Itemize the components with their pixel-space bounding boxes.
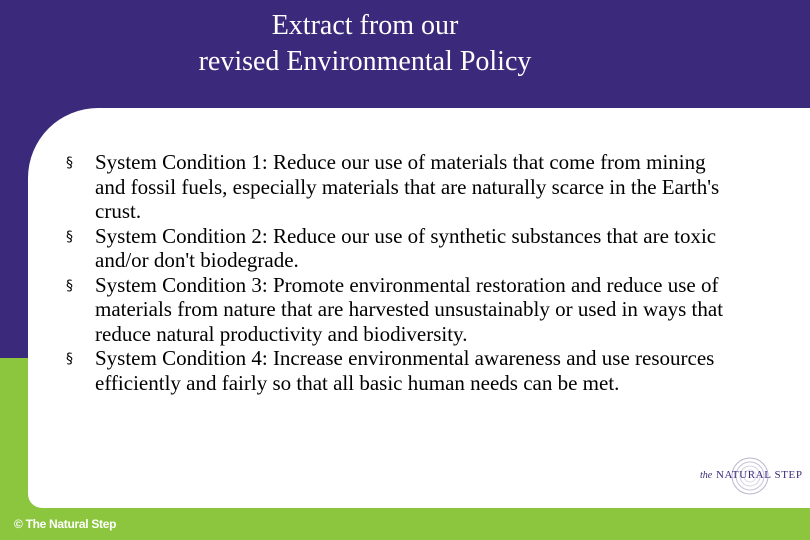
system-conditions-list [66, 150, 736, 395]
title-line-2: revised Environmental Policy [198, 46, 532, 77]
condition-text: Reduce our use of synthetic substances that are toxic and/or don't biodegrade. [95, 223, 717, 272]
list-item [66, 224, 736, 273]
list-item [66, 273, 736, 347]
bullet-icon: § [66, 228, 73, 245]
bullet-icon: § [66, 155, 73, 171]
condition-lead: System Condition 3: [95, 272, 268, 297]
title-line-1: Extract from our [271, 10, 459, 41]
copyright-notice: © The Natural Step [14, 517, 117, 531]
slide-title [0, 8, 730, 80]
logo-name: NATURAL STEP [716, 469, 803, 481]
bullet-icon: § [66, 277, 73, 294]
condition-lead: System Condition 2: [95, 223, 268, 248]
list-item [66, 150, 736, 224]
natural-step-logo [692, 456, 808, 498]
list-item [66, 346, 736, 395]
condition-lead: System Condition 4: [95, 346, 268, 370]
logo-prefix: the [700, 470, 713, 481]
condition-text: Increase environmental awareness and use resources efficiently and fairly so that all basic human needs can be met. [95, 346, 715, 395]
bullet-icon: § [66, 351, 73, 367]
condition-text: Promote environmental restoration and reduce use of materials from nature that are harvested unsustainably or used in ways that reduce natural productivity and biodiversity. [95, 272, 724, 346]
condition-text: Reduce our use of materials that come from mining and fossil fuels, especially materials that are naturally scarce in the Earth's crust. [95, 150, 720, 223]
condition-lead: System Condition 1: [95, 150, 268, 174]
